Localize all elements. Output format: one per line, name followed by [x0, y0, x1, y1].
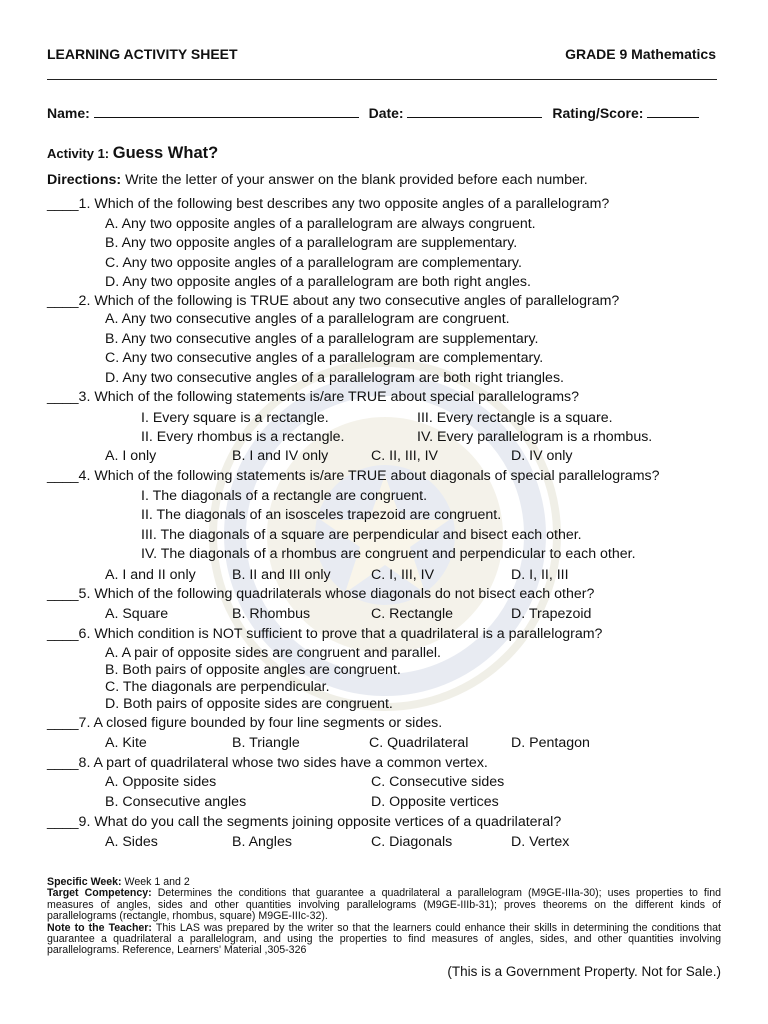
question-7-choice-c: C. Quadrilateral	[369, 735, 469, 751]
government-property-disclaimer: (This is a Government Property. Not for Sale.)	[447, 964, 721, 979]
directions-label: Directions:	[47, 172, 122, 188]
name-label: Name:	[47, 105, 90, 121]
question-6-option-c: C. The diagonals are perpendicular.	[105, 679, 330, 695]
grade-subject: GRADE 9 Mathematics	[565, 46, 716, 62]
question-2-stem: ____2. Which of the following is TRUE about any two consecutive angles of parallelogram?	[47, 293, 620, 309]
question-3-choice-b: B. I and IV only	[232, 448, 329, 464]
question-3-statement-4: IV. Every parallelogram is a rhombus.	[417, 429, 653, 445]
question-7-stem: ____7. A closed figure bounded by four line segments or sides.	[47, 715, 443, 731]
question-2-option-b: B. Any two consecutive angles of a parallelogram are supplementary.	[105, 331, 539, 347]
question-4-choice-d: D. I, II, III	[511, 567, 569, 583]
week-value: Week 1 and 2	[124, 876, 190, 888]
question-8-choice-c: C. Consecutive sides	[371, 774, 505, 790]
question-9-choice-b: B. Angles	[232, 834, 292, 850]
question-7-choice-b: B. Triangle	[232, 735, 300, 751]
question-4-statement-2: II. The diagonals of an isosceles trapezoid are congruent.	[141, 507, 502, 523]
question-4-stem: ____4. Which of the following statements is/are TRUE about diagonals of special parallelograms?	[47, 468, 660, 484]
question-8-choice-d: D. Opposite vertices	[371, 794, 499, 810]
question-9-stem: ____9. What do you call the segments joining opposite vertices of a quadrilateral?	[47, 814, 562, 830]
question-7-choice-a: A. Kite	[105, 735, 147, 751]
question-4-statement-3: III. The diagonals of a square are perpendicular and bisect each other.	[141, 527, 582, 543]
student-info-row	[47, 105, 699, 121]
competency-text: Determines the conditions that guarantee a quadrilateral a parallelogram (M9GE-IIIa-30); uses properties to find measures of angles, sides and other quantities involving parallelograms (M9GE-IIIb-31); proves theorems on the different kinds of parallelograms (rectangle, rhombus, square) M9GE-IIIc-32).	[47, 887, 721, 923]
question-8-choice-b: B. Consecutive angles	[105, 794, 247, 810]
question-1-stem: ____1. Which of the following best describes any two opposite angles of a parallelogram?	[47, 196, 610, 212]
footer-notes	[47, 877, 721, 957]
question-2-option-d: D. Any two consecutive angles of a parallelogram are both right triangles.	[105, 370, 564, 386]
rating-label: Rating/Score:	[552, 105, 644, 121]
question-3-statement-1: I. Every square is a rectangle.	[141, 410, 329, 426]
question-9-choice-a: A. Sides	[105, 834, 158, 850]
question-3-statement-3: III. Every rectangle is a square.	[417, 410, 613, 426]
question-4-choice-a: A. I and II only	[105, 567, 196, 583]
question-1-option-b: B. Any two opposite angles of a parallelogram are supplementary.	[105, 235, 518, 251]
question-6-option-b: B. Both pairs of opposite angles are congruent.	[105, 662, 401, 678]
question-6-stem: ____6. Which condition is NOT sufficient to prove that a quadrilateral is a parallelogram?	[47, 626, 603, 642]
note-text: This LAS was prepared by the writer so that the learners could enhance their skills in determining the conditions that guarantee a quadrilateral a parallelogram, and using the properties to find measures of angles, sides, and other quantities involving parallelograms. Reference, Learners' Material ,305-326	[47, 921, 721, 957]
competency-label: Target Competency:	[47, 887, 152, 900]
date-label: Date:	[368, 105, 404, 121]
question-3-statement-2: II. Every rhombus is a rectangle.	[141, 429, 345, 445]
question-7-choice-d: D. Pentagon	[511, 735, 590, 751]
question-3-choice-c: C. II, III, IV	[371, 448, 439, 464]
rating-blank[interactable]	[647, 105, 699, 118]
question-4-statement-1: I. The diagonals of a rectangle are congruent.	[141, 488, 428, 504]
question-9-choice-d: D. Vertex	[511, 834, 570, 850]
activity-title: Guess What?	[112, 144, 219, 162]
note-label: Note to the Teacher:	[47, 921, 152, 934]
question-9-choice-c: C. Diagonals	[371, 834, 453, 850]
question-3-choice-d: D. IV only	[511, 448, 573, 464]
activity-number: Activity 1:	[47, 146, 110, 161]
question-5-choice-c: C. Rectangle	[371, 606, 454, 622]
directions-text: Write the letter of your answer on the blank provided before each number.	[125, 172, 588, 188]
question-5-stem: ____5. Which of the following quadrilaterals whose diagonals do not bisect each other?	[47, 586, 595, 602]
question-1-option-a: A. Any two opposite angles of a parallelogram are always congruent.	[105, 216, 536, 232]
question-6-option-d: D. Both pairs of opposite sides are congruent.	[105, 696, 393, 712]
teacher-note	[47, 923, 721, 957]
question-8-stem: ____8. A part of quadrilateral whose two sides have a common vertex.	[47, 755, 488, 771]
directions	[47, 172, 588, 188]
date-blank[interactable]	[407, 105, 542, 118]
question-5-choice-b: B. Rhombus	[232, 606, 311, 622]
question-4-choice-b: B. II and III only	[232, 567, 331, 583]
question-3-stem: ____3. Which of the following statements is/are TRUE about special parallelograms?	[47, 389, 580, 405]
question-2-option-c: C. Any two consecutive angles of a parallelogram are complementary.	[105, 350, 544, 366]
question-5-choice-d: D. Trapezoid	[511, 606, 592, 622]
question-4-statement-4: IV. The diagonals of a rhombus are congruent and perpendicular to each other.	[141, 546, 636, 562]
sheet-title: LEARNING ACTIVITY SHEET	[47, 46, 238, 62]
question-6-option-a: A. A pair of opposite sides are congruent and parallel.	[105, 645, 441, 661]
question-8-choice-a: A. Opposite sides	[105, 774, 217, 790]
question-4-choice-c: C. I, III, IV	[371, 567, 435, 583]
question-2-option-a: A. Any two consecutive angles of a parallelogram are congruent.	[105, 311, 510, 327]
header-divider	[47, 79, 717, 80]
target-competency	[47, 888, 721, 922]
question-5-choice-a: A. Square	[105, 606, 169, 622]
question-1-option-c: C. Any two opposite angles of a parallelogram are complementary.	[105, 255, 522, 271]
activity-heading	[47, 144, 218, 163]
name-blank[interactable]	[94, 105, 359, 118]
question-1-option-d: D. Any two opposite angles of a parallelogram are both right angles.	[105, 274, 531, 290]
week-label: Specific Week:	[47, 876, 122, 888]
question-3-choice-a: A. I only	[105, 448, 157, 464]
